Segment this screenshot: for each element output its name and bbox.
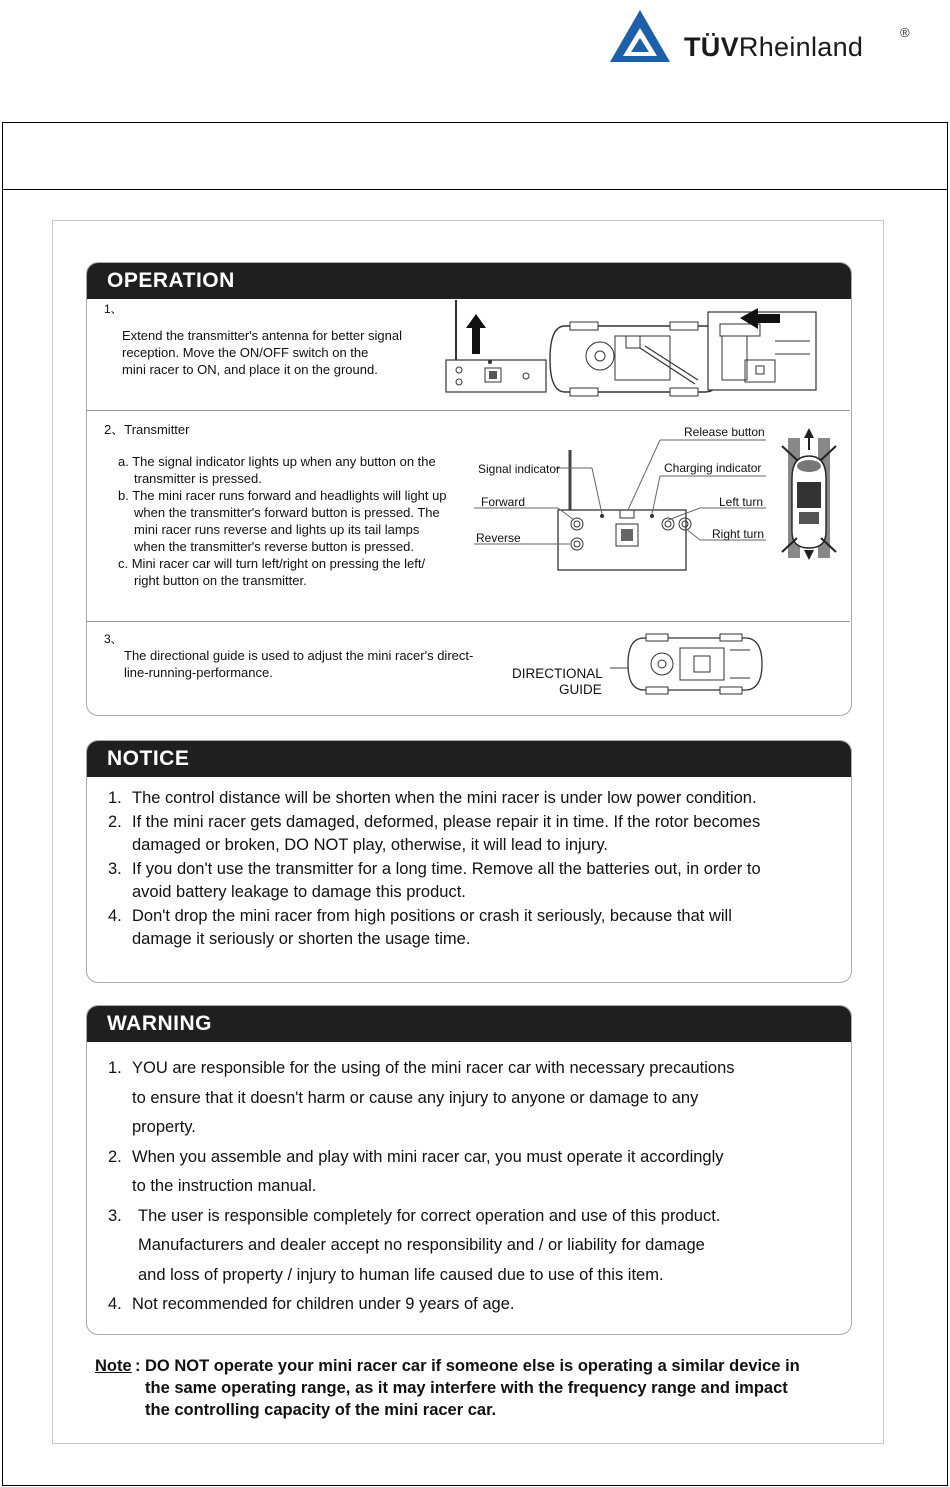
- transmitter-diagram: [470, 420, 850, 600]
- step2-header: 2、Transmitter: [104, 422, 190, 437]
- warning-item: 4. Not recommended for children under 9 years of age.: [108, 1295, 515, 1313]
- registered-mark: ®: [900, 25, 910, 40]
- step2-line-c2: right button on the transmitter.: [134, 573, 307, 588]
- directional-guide-illustration: [600, 630, 770, 700]
- step2-line-a2: transmitter is pressed.: [134, 471, 262, 486]
- label-release-button: Release button: [684, 425, 765, 439]
- step1-number: 1、: [104, 302, 123, 316]
- label-forward: Forward: [481, 495, 526, 509]
- notice-item: 4. Don't drop the mini racer from high positions or crash it seriously, because that will damage it seriously or shorten the usage time.: [108, 906, 732, 948]
- warning-title: WARNING: [87, 1006, 851, 1042]
- warning-item: 2. When you assemble and play with mini racer car, you must operate it accordingly to the instruction manual.: [108, 1147, 724, 1195]
- warning-list: [108, 1054, 822, 1320]
- frame-header-row: [3, 123, 947, 190]
- notice-list: [108, 787, 828, 952]
- step3-number: 3、: [104, 632, 123, 646]
- step3-line-1: The directional guide is used to adjust the mini racer's direct-: [124, 648, 474, 663]
- tuv-triangle-icon: [608, 8, 672, 64]
- label-directional-guide: DIRECTIONAL GUIDE: [512, 666, 603, 697]
- step2-line-b4: when the transmitter's reverse button is pressed.: [134, 539, 414, 554]
- notice-item: 3. If you don't use the transmitter for a long time. Remove all the batteries out, in order to avoid battery leakage to damage this product.: [108, 859, 761, 901]
- step1-line-2: reception. Move the ON/OFF switch on the: [122, 345, 369, 360]
- step3-text: [124, 647, 504, 681]
- note-colon: :: [135, 1357, 141, 1375]
- operation-divider-2: [86, 621, 850, 622]
- label-signal-indicator: Signal indicator: [478, 462, 561, 476]
- notice-title: NOTICE: [87, 741, 851, 777]
- warning-item: 3. The user is responsible completely for correct operation and use of this product. Manufacturers and dealer accept no responsibility and / or liability for damage and loss of property / injury to human life caused due to use of this item.: [108, 1206, 721, 1284]
- note-label: Note: [95, 1357, 132, 1375]
- label-charging-indicator: Charging indicator: [664, 461, 762, 475]
- tuv-rheinland-logo: [608, 8, 928, 68]
- step1-text: [122, 327, 442, 378]
- label-reverse: Reverse: [476, 531, 521, 545]
- step1-line-3: mini racer to ON, and place it on the ground.: [122, 362, 378, 377]
- logo-wordmark: TÜVRheinland: [684, 32, 864, 62]
- step1-illustration: [440, 296, 830, 396]
- label-left-turn: Left turn: [719, 495, 764, 509]
- step2-line-c1: c. Mini racer car will turn left/right on pressing the left/: [118, 556, 426, 571]
- operation-title: OPERATION: [87, 263, 851, 299]
- note-body: DO NOT operate your mini racer car if someone else is operating a similar device in the same operating range, as it may interfere with the frequency range and impact the controlling capacity of the mini racer car.: [145, 1357, 800, 1419]
- step1-line-1: Extend the transmitter's antenna for better signal: [122, 328, 402, 343]
- step3-line-2: line-running-performance.: [124, 665, 273, 680]
- step2-line-b2: when the transmitter's forward button is pressed. The: [134, 505, 440, 520]
- notice-item: 2. If the mini racer gets damaged, deformed, please repair it in time. If the rotor becomes damaged or broken, DO NOT play, otherwise, it will lead to injury.: [108, 812, 761, 854]
- notice-item: 1. The control distance will be shorten when the mini racer is under low power condition.: [108, 789, 757, 807]
- step2-line-b3: mini racer runs reverse and lights up its tail lamps: [134, 522, 420, 537]
- warning-item: 1. YOU are responsible for the using of the mini racer car with necessary precautions to ensure that it doesn't harm or cause any injury to anyone or damage to any property.: [108, 1059, 735, 1136]
- step2-text: [118, 453, 458, 589]
- label-right-turn: Right turn: [712, 527, 765, 541]
- operation-divider-1: [86, 410, 850, 411]
- step2-line-a1: a. The signal indicator lights up when any button on the: [118, 454, 436, 469]
- step2-line-b1: b. The mini racer runs forward and headlights will light up: [118, 488, 447, 503]
